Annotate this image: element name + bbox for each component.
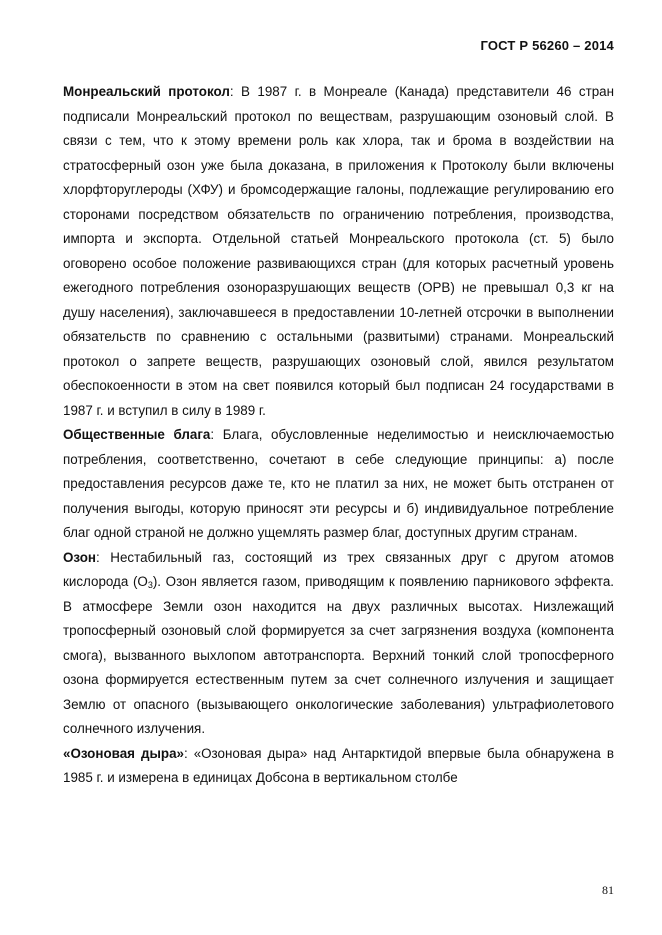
definition-text: : «Озоновая дыра» над Антарктидой впервые была обнаружена в 1985 г. и измерена в единицах Добсона в вертикальном столбе (63, 745, 614, 785)
definition-text-part1: : Нестабильный газ, состоящий из трех связанных друг с другом атомов кислорода (O (63, 549, 614, 589)
definition-text-part2: ). Озон является газом, приводящим к появлению парникового эффекта. В атмосфере Земли озон находится на двух различных высотах. Низлежащий тропосферный озоновый слой формируется за счет загрязнения воздуха (компонента смога), вызванного выхлопом автотранспорта. Верхний тонкий слой тропосферного озона формируется естественным путем за счет солнечного излучения и защищает Землю от опасного (вызывающего онкологические заболевания) ультрафиолетового солнечного излучения. (63, 574, 614, 736)
formula-subscript: 3 (147, 580, 153, 590)
term-montreal-protocol: Монреальский протокол (63, 84, 230, 99)
document-body (63, 80, 614, 791)
term-ozone: Озон (63, 549, 97, 565)
document-header: ГОСТ Р 56260 – 2014 (480, 38, 614, 53)
term-public-goods: Общественные блага (63, 427, 211, 442)
definition-montreal-protocol (63, 80, 614, 423)
term-ozone-hole: «Озоновая дыра» (63, 745, 184, 761)
definition-ozone (63, 546, 614, 742)
definition-text: : Блага, обусловленные неделимостью и неисключаемостью потребления, соответственно, сочетают в себе следующие принципы: а) после предоставления ресурсов даже те, кто не платил за них, не может быть отстранен от получения выгоды, которую приносят эти ресурсы и б) индивидуальное потребление благ одной страной не должно ущемлять размер благ, доступных другим странам. (63, 427, 614, 540)
definition-public-goods (63, 423, 614, 546)
page-number: 81 (602, 883, 614, 897)
definition-ozone-hole (63, 742, 614, 791)
definition-text: : В 1987 г. в Монреале (Канада) представители 46 стран подписали Монреальский протокол по веществам, разрушающим озоновый слой. В связи с тем, что к этому времени роль как хлора, так и брома в воздействии на стратосферный озон уже была доказана, в приложения к Протоколу были включены хлорфторуглероды (ХФУ) и бромсодержащие галоны, подлежащие регулированию его сторонами посредством обязательств по ограничению потребления, производства, импорта и экспорта. Отдельной статьей Монреальского протокола (ст. 5) было оговорено особое положение развивающихся стран (для которых расчетный уровень ежегодного потребления озоноразрушающих веществ (ОРВ) не превышал 0,3 кг на душу населения), заключавшееся в предоставлении 10-летней отсрочки в выполнении обязательств по сравнению с остальными (развитыми) странами. Монреальский протокол о запрете веществ, разрушающих озоновый слой, явился результатом обеспокоенности в этом на свет появился который был подписан 24 государствами в 1987 г. и вступил в силу в 1989 г. (63, 84, 614, 418)
